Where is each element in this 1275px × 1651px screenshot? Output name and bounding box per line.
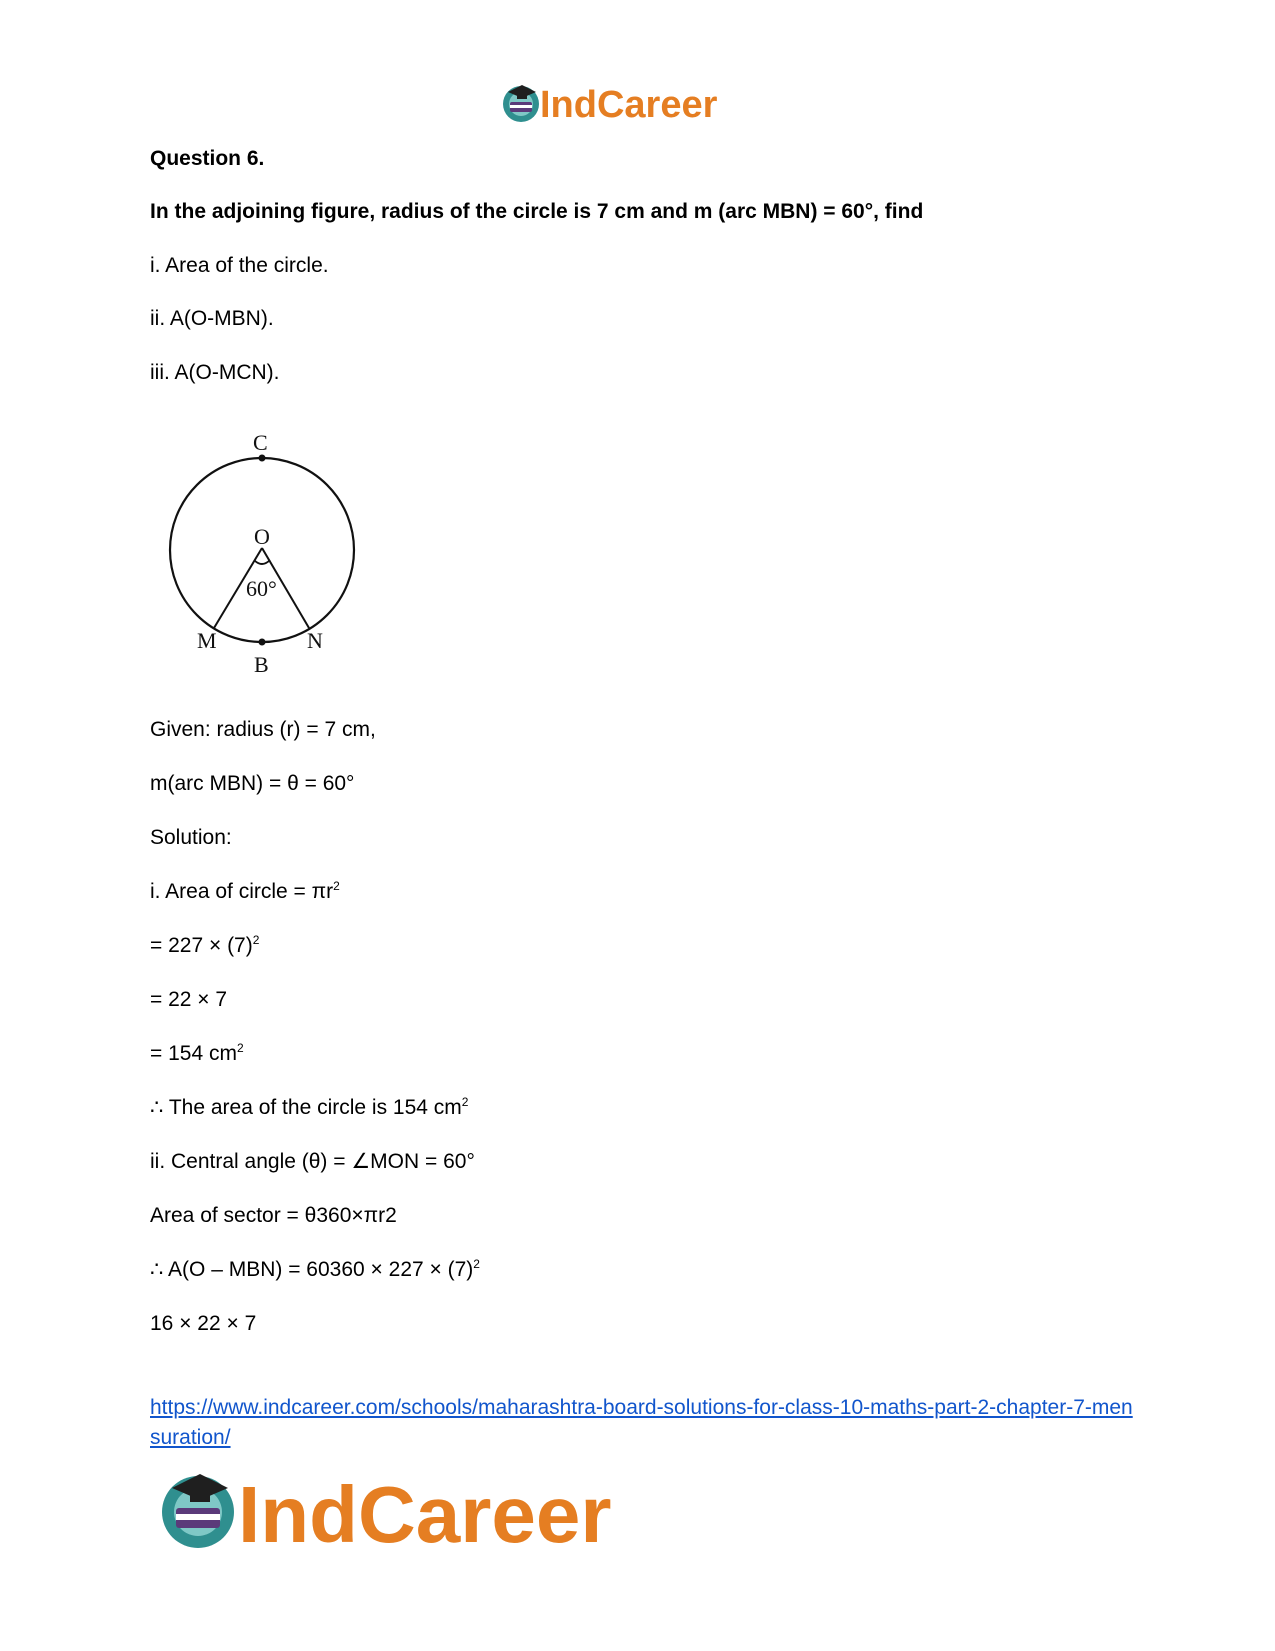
label-angle: 60° — [246, 576, 277, 601]
solution-step-6: ii. Central angle (θ) = ∠MON = 60° — [150, 1150, 475, 1173]
label-o: O — [254, 524, 270, 549]
label-c: C — [253, 432, 268, 455]
solution-step-8: ∴ $A(O - MBN) = 60360 \times 227 \times (7)^2$ — [150, 1257, 480, 1281]
solution-step-4: = 154 $cm^2$ — [150, 1041, 244, 1065]
label-b: B — [254, 652, 269, 677]
solution-heading: Solution: — [150, 826, 232, 849]
indcareer-logo-top — [500, 78, 770, 128]
question-part-2: ii. A(O-MBN). — [150, 307, 274, 330]
graduation-cap-book-globe-icon — [162, 1474, 234, 1548]
source-link[interactable]: https://www.indcareer.com/schools/maharashtra-board-solutions-for-class-10-maths-part-2-chapter-7-mensuration/ — [150, 1396, 1133, 1449]
label-n: N — [307, 628, 323, 653]
circle-figure — [150, 432, 370, 687]
point-c — [259, 455, 266, 462]
solution-step-1: i. Area of circle = $\pi r^2$ — [150, 879, 340, 903]
given-line-2: m(arc MBN) = θ = 60° — [150, 772, 355, 795]
label-m: M — [197, 628, 217, 653]
solution-step-5: ∴ The area of the circle is 154 $cm^2$ — [150, 1095, 469, 1119]
solution-step-2: = $227 \times (7)^2$ — [150, 933, 260, 957]
circle-outline — [170, 458, 354, 642]
question-part-3: iii. A(O-MCN). — [150, 361, 280, 384]
solution-step-9: 16 × 22 × 7 — [150, 1312, 257, 1335]
graduation-cap-book-globe-icon — [503, 85, 539, 122]
solution-step-7: Area of sector = θ360×πr2 — [150, 1204, 397, 1227]
indcareer-logo-bottom — [158, 1462, 698, 1558]
solution-step-3: = 22 × 7 — [150, 988, 228, 1011]
point-b — [259, 639, 266, 646]
logo-wordmark-large: IndCareer — [238, 1470, 612, 1558]
question-prompt: In the adjoining figure, radius of the circle is 7 cm and m (arc MBN) = 60°, find — [150, 200, 924, 223]
question-heading: Question 6. — [150, 147, 265, 170]
question-part-1: i. Area of the circle. — [150, 254, 329, 277]
given-line-1: Given: radius (r) = 7 cm, — [150, 718, 376, 741]
logo-wordmark: IndCareer — [540, 84, 718, 126]
angle-arc — [254, 560, 270, 564]
